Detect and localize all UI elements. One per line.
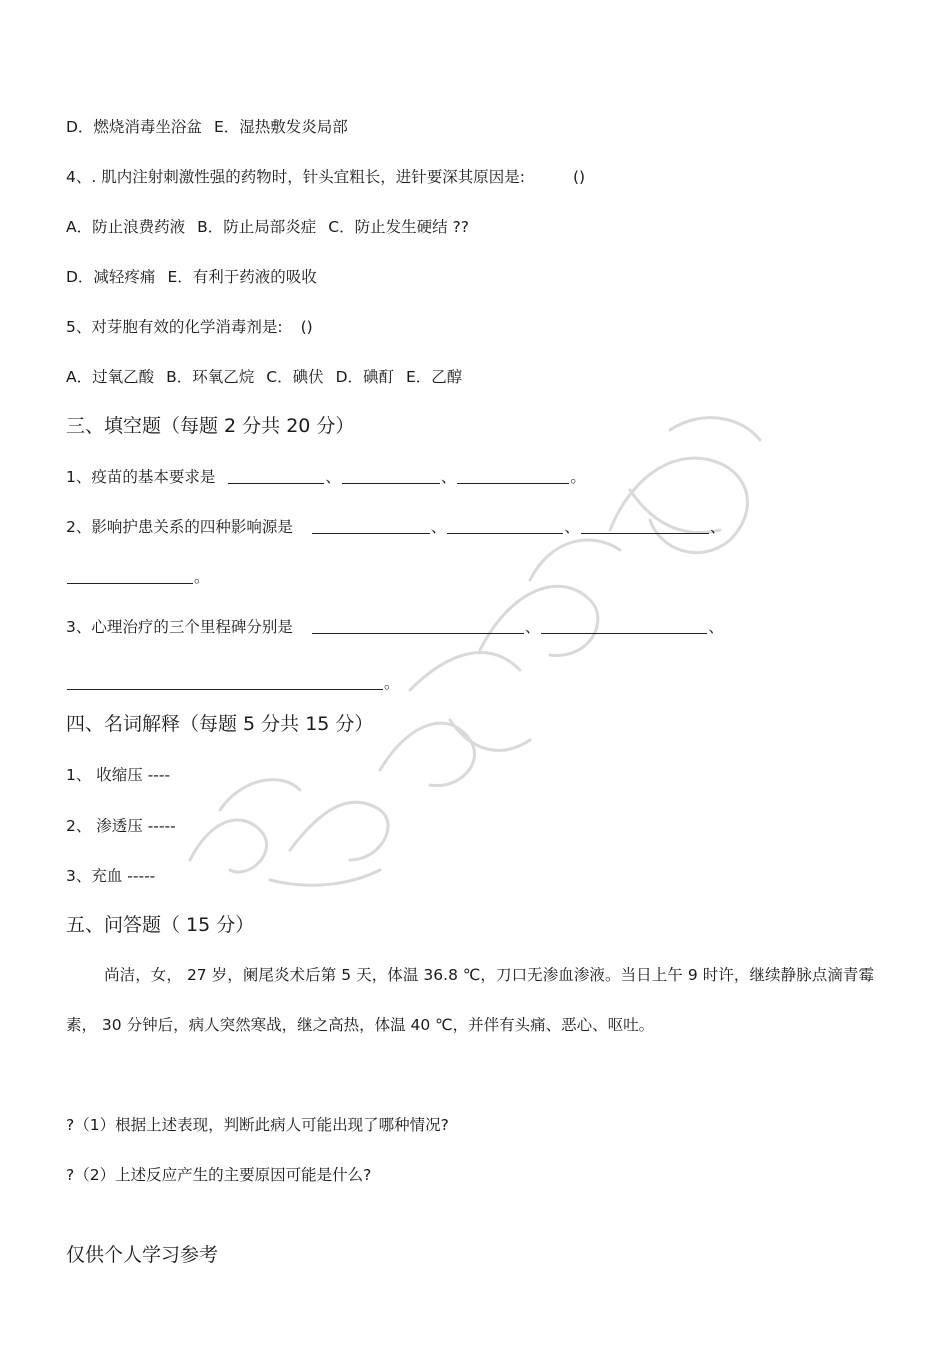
q3-options-line — [66, 116, 348, 138]
fill-q2-text: 2、影响护患关系的四种影响源是 — [66, 518, 293, 536]
fill-q2-blank-4[interactable] — [67, 569, 193, 584]
q3-option-e: E．湿热敷发炎局部 — [213, 118, 348, 136]
q4-answer-paren: () — [572, 168, 586, 186]
q5-option-a: A．过氧乙酸 — [66, 368, 155, 386]
fill-q3-line — [66, 616, 724, 638]
term-2: 2、 渗透压 ----- — [66, 817, 176, 835]
q4-option-e: E．有利于药液的吸收 — [167, 268, 317, 286]
separator: 、 — [708, 618, 724, 636]
section4-title: 四、名词解释（每题 5 分共 15 分） — [66, 713, 374, 735]
section3-title: 三、填空题（每题 2 分共 20 分） — [66, 415, 355, 437]
q4-option-c: C．防止发生硬结 ?? — [328, 218, 469, 236]
fill-q3-blank-1[interactable] — [312, 619, 524, 634]
section5-title: 五、问答题（ 15 分） — [66, 914, 255, 936]
period: 。 — [384, 674, 400, 692]
separator: 、 — [524, 618, 541, 636]
fill-q2-blank-2[interactable] — [447, 519, 563, 534]
separator: 、 — [564, 518, 580, 536]
fill-q1-line — [66, 466, 586, 488]
q4-option-b: B．防止局部炎症 — [197, 218, 317, 236]
q5-options-line — [66, 366, 462, 388]
fill-q3-blank-2[interactable] — [541, 619, 707, 634]
period: 。 — [570, 468, 586, 486]
case-paragraph — [66, 950, 874, 1050]
q3-option-d: D．燃烧消毒坐浴盆 — [66, 118, 202, 136]
q5-option-c: C．碘伏 — [266, 368, 324, 386]
term-3: 3、充血 ----- — [66, 867, 156, 885]
fill-q1-blank-1[interactable] — [228, 469, 324, 484]
q4-option-d: D．减轻疼痛 — [66, 268, 156, 286]
fill-q3-line-cont — [66, 672, 400, 694]
q4-options-line-2 — [66, 266, 317, 288]
case-text: 尚洁，女， 27 岁，阑尾炎术后第 5 天，体温 36.8 ℃，刀口无渗血渗液。当日上午 9 时许，继续静脉点滴青霉素， 30 分钟后，病人突然寒战，继之高热，体温 40 ℃，并伴有头痛、恶心、呕吐。 — [66, 966, 874, 1034]
q4-stem: 4、. 肌内注射刺激性强的药物时，针头宜粗长，进针要深其原因是: — [66, 168, 525, 186]
q5-answer-paren: () — [300, 318, 313, 336]
q4-option-a: A．防止浪费药液 — [66, 218, 186, 236]
fill-q3-blank-3[interactable] — [67, 675, 383, 690]
q4-stem-line — [66, 166, 585, 188]
fill-q2-blank-3[interactable] — [581, 519, 709, 534]
q5-stem: 5、对芽胞有效的化学消毒剂是: — [66, 318, 283, 336]
sub-question-2: ?（2）上述反应产生的主要原因可能是什么? — [66, 1166, 372, 1184]
fill-q2-blank-1[interactable] — [312, 519, 430, 534]
footer-note: 仅供个人学习参考 — [66, 1244, 219, 1266]
q5-option-d: D．碘酊 — [335, 368, 395, 386]
period: 。 — [194, 568, 210, 586]
fill-q1-blank-2[interactable] — [342, 469, 440, 484]
q5-stem-line — [66, 316, 313, 338]
q4-options-line-1 — [66, 216, 469, 238]
fill-q3-text: 3、心理治疗的三个里程碑分别是 — [66, 618, 293, 636]
separator: 、 — [709, 518, 726, 536]
separator: 、 — [440, 468, 457, 486]
fill-q2-line — [66, 516, 725, 538]
separator: 、 — [325, 468, 341, 486]
q5-option-e: E．乙醇 — [406, 368, 463, 386]
sub-question-1: ?（1）根据上述表现，判断此病人可能出现了哪种情况? — [66, 1116, 449, 1134]
q5-option-b: B．环氧乙烷 — [166, 368, 255, 386]
separator: 、 — [430, 518, 447, 536]
fill-q1-blank-3[interactable] — [457, 469, 569, 484]
fill-q1-text: 1、疫苗的基本要求是 — [66, 468, 216, 486]
term-1: 1、 收缩压 ---- — [66, 766, 171, 784]
fill-q2-line-cont — [66, 566, 210, 588]
